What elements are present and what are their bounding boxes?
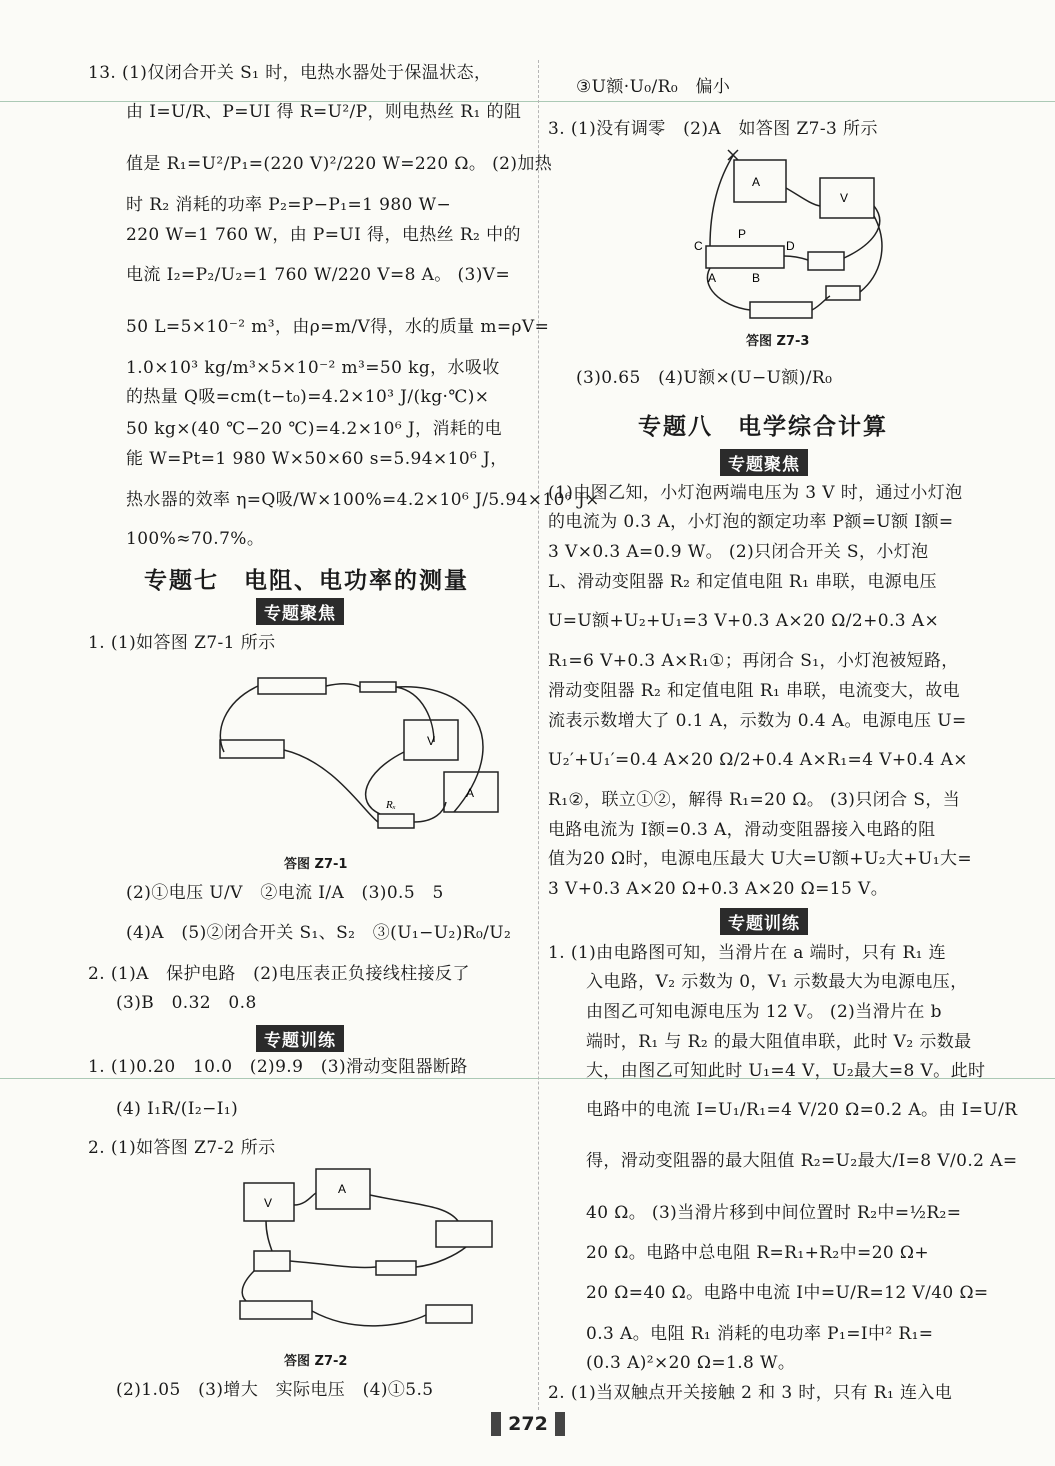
rheostat: [220, 740, 284, 758]
switch: [376, 1261, 416, 1275]
text-line: 1. (1)0.20 10.0 (2)9.9 (3)滑动变阻器断路: [88, 1057, 468, 1077]
text-line: (0.3 A)²×20 Ω=1.8 W。: [586, 1353, 796, 1373]
text-line: (3)B 0.32 0.8: [116, 993, 257, 1013]
text-line: 大，由图乙可知此时 U₁=4 V，U₂最大=8 V。此时: [586, 1061, 986, 1081]
text-line: 流表示数增大了 0.1 A，示数为 0.4 A。电源电压 U=: [548, 711, 967, 731]
section-badge: 专题聚焦: [720, 449, 808, 476]
fig-label: A: [708, 271, 717, 285]
text-line: 能 W=Pt=1 980 W×50×60 s=5.94×10⁶ J，: [126, 449, 508, 469]
fig-label: V: [840, 191, 849, 205]
page-number-bar: [491, 1412, 501, 1436]
text-line: 电流 I₂=P₂/U₂=1 760 W/220 V=8 A。 (3)V=: [126, 265, 511, 285]
battery: [750, 302, 812, 318]
text-line: 由 I=U/R、P=UI 得 R=U²/P，则电热丝 R₁ 的阻: [126, 102, 522, 122]
text-line: 滑动变阻器 R₂ 和定值电阻 R₁ 串联，电流变大，故电: [548, 681, 961, 701]
text-line: U₂′+U₁′=0.4 A×20 Ω/2+0.4 A×R₁=4 V+0.4 A×: [548, 750, 968, 770]
text-line: (2)1.05 (3)增大 实际电压 (4)①5.5: [116, 1380, 434, 1400]
text-line: 由图乙可知电源电压为 12 V。 (2)当滑片在 b: [586, 1002, 942, 1022]
resistor: [378, 814, 414, 828]
text-line: 20 Ω。电路中总电阻 R=R₁+R₂中=20 Ω+: [586, 1243, 930, 1263]
text-line: 50 L=5×10⁻² m³，由ρ=m/V得，水的质量 m=ρV=: [126, 317, 550, 337]
text-line: 20 Ω=40 Ω。电路中电流 I中=U/R=12 V/40 Ω=: [586, 1283, 989, 1303]
column-divider: [538, 60, 539, 1410]
text-line: 的电流为 0.3 A，小灯泡的额定功率 P额=U额 I额=: [548, 512, 954, 532]
circuit-figure-z7-2: [236, 1165, 506, 1345]
text-line: 值是 R₁=U²/P₁=(220 V)²/220 W=220 Ω。 (2)加热: [126, 154, 553, 174]
circuit-figure-z7-1: [214, 662, 514, 842]
fig-label: B: [752, 271, 761, 285]
text-line: 2. (1)A 保护电路 (2)电压表正负接线柱接反了: [88, 964, 470, 984]
text-line: 2. (1)当双触点开关接触 2 和 3 时，只有 R₁ 连入电: [548, 1383, 953, 1403]
text-line: 时 R₂ 消耗的功率 P₂=P−P₁=1 980 W−: [126, 195, 452, 215]
fig-label: A: [466, 786, 475, 800]
text-line: 1. (1)由电路图可知，当滑片在 a 端时，只有 R₁ 连: [548, 943, 947, 963]
fig-label: D: [786, 239, 795, 253]
fig-label: V: [264, 1196, 273, 1210]
text-line: 13. (1)仅闭合开关 S₁ 时，电热水器处于保温状态，: [88, 63, 492, 83]
text-line: 值为20 Ω时，电源电压最大 U大=U额+U₂大+U₁大=: [548, 849, 973, 869]
text-line: (4) I₁R/(I₂−I₁): [116, 1099, 239, 1119]
text-line: U=U额+U₂+U₁=3 V+0.3 A×20 Ω/2+0.3 A×: [548, 611, 940, 631]
text-line: R₁=6 V+0.3 A×R₁①；再闭合 S₁，小灯泡被短路，: [548, 651, 959, 671]
text-line: 220 W=1 760 W，由 P=UI 得，电热丝 R₂ 中的: [126, 225, 521, 245]
lamp: [808, 252, 844, 270]
rheostat: [426, 1305, 472, 1323]
coil: [240, 1301, 312, 1319]
text-line: (1)由图乙知，小灯泡两端电压为 3 V 时，通过小灯泡: [548, 483, 963, 503]
figure-caption: 答图 Z7-1: [284, 857, 348, 872]
text-line: 入电路，V₂ 示数为 0，V₁ 示数最大为电源电压，: [586, 972, 968, 992]
text-line: 端时，R₁ 与 R₂ 的最大阻值串联，此时 V₂ 示数最: [586, 1032, 972, 1052]
text-line: 40 Ω。 (3)当滑片移到中间位置时 R₂中=½R₂=: [586, 1203, 962, 1223]
fig-label: P: [738, 227, 747, 241]
page-number-text: 272: [508, 1413, 548, 1435]
section-badge: 专题训练: [256, 1025, 344, 1052]
text-line: 的热量 Q吸=cm(t−t₀)=4.2×10³ J/(kg·℃)×: [126, 387, 490, 407]
text-line: (3)0.65 (4)U额×(U−U额)/R₀: [576, 368, 833, 388]
fig-label: Rₓ: [386, 799, 396, 811]
text-line: 3 V+0.3 A×20 Ω+0.3 A×20 Ω=15 V。: [548, 879, 889, 899]
section-badge: 专题聚焦: [256, 598, 344, 625]
fig-label: V: [427, 734, 436, 748]
text-line: R₁②，联立①②，解得 R₁=20 Ω。 (3)只闭合 S，当: [548, 790, 961, 810]
text-line: 50 kg×(40 ℃−20 ℃)=4.2×10⁶ J，消耗的电: [126, 419, 503, 439]
text-line: 2. (1)如答图 Z7-2 所示: [88, 1138, 276, 1158]
text-line: 0.3 A。电阻 R₁ 消耗的电功率 P₁=I中² R₁=: [586, 1324, 934, 1344]
lamp: [254, 1251, 290, 1271]
text-line: L、滑动变阻器 R₂ 和定值电阻 R₁ 串联，电源电压: [548, 572, 937, 592]
fig-label: A: [752, 175, 761, 189]
page-number-bar: [555, 1412, 565, 1436]
text-line: 1.0×10³ kg/m³×5×10⁻² m³=50 kg，水吸收: [126, 358, 500, 378]
text-line: (4)A (5)②闭合开关 S₁、S₂ ③(U₁−U₂)R₀/U₂: [126, 923, 512, 943]
section-badge: 专题训练: [720, 908, 808, 935]
text-line: 热水器的效率 η=Q吸/W×100%=4.2×10⁶ J/5.94×10⁶ J×: [126, 490, 600, 510]
switch: [826, 286, 860, 300]
text-line: 100%≈70.7%。: [126, 529, 265, 549]
section-title: 专题七 电阻、电功率的测量: [144, 568, 469, 594]
power-supply: [436, 1221, 492, 1247]
text-line: 电路电流为 I额=0.3 A，滑动变阻器接入电路的阻: [548, 820, 936, 840]
figure-caption: 答图 Z7-3: [746, 334, 810, 349]
figure-caption: 答图 Z7-2: [284, 1354, 348, 1369]
page-number: [480, 1410, 576, 1438]
text-line: 电路中的电流 I=U₁/R₁=4 V/20 Ω=0.2 A。由 I=U/R: [586, 1100, 1018, 1120]
rheostat: [706, 246, 784, 268]
text-line: ③U额·U₀/R₀ 偏小: [576, 77, 731, 97]
text-line: 3 V×0.3 A=0.9 W。 (2)只闭合开关 S，小灯泡: [548, 542, 929, 562]
text-line: 1. (1)如答图 Z7-1 所示: [88, 633, 276, 653]
text-line: 3. (1)没有调零 (2)A 如答图 Z7-3 所示: [548, 119, 878, 139]
fig-label: C: [694, 239, 703, 253]
switch: [360, 682, 396, 692]
circuit-figure-z7-3: [690, 146, 980, 324]
fig-label: A: [338, 1182, 347, 1196]
section-title: 专题八 电学综合计算: [638, 414, 888, 440]
battery-pack: [258, 678, 326, 694]
text-line: 得，滑动变阻器的最大阻值 R₂=U₂最大/I=8 V/0.2 A=: [586, 1151, 1018, 1171]
text-line: (2)①电压 U/V ②电流 I/A (3)0.5 5: [126, 883, 444, 903]
